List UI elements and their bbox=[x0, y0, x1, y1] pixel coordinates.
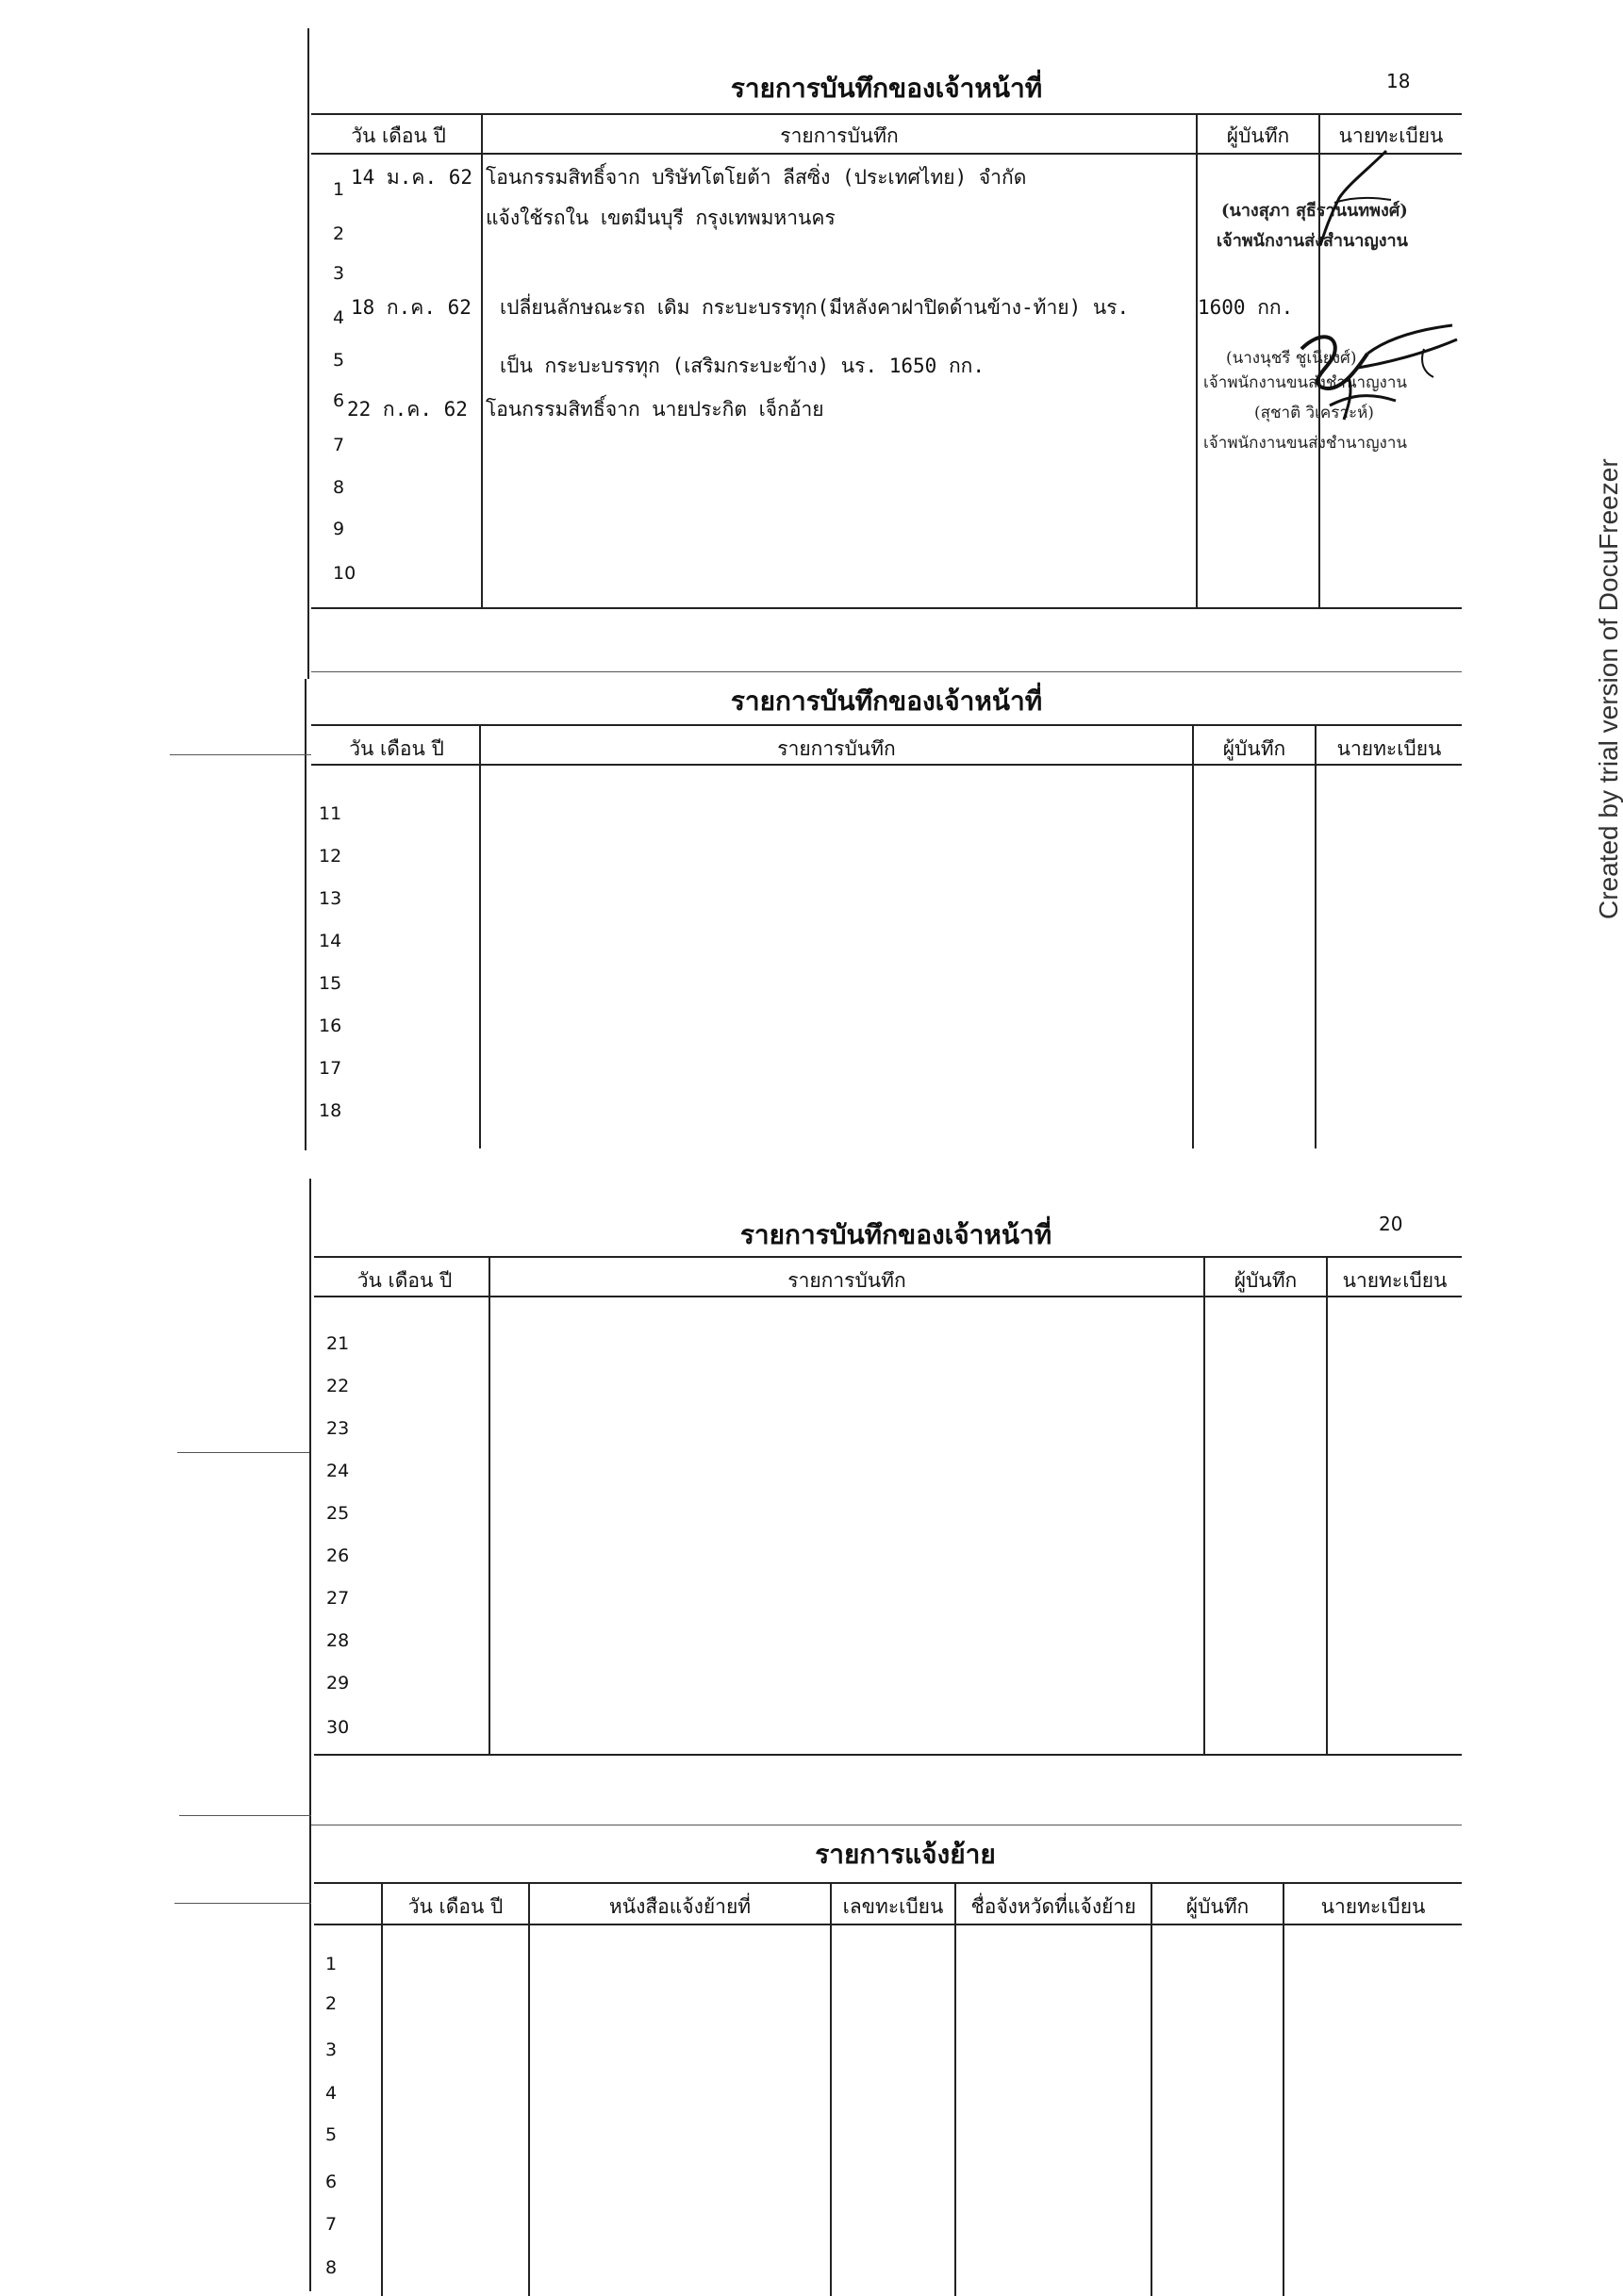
section-4-col-divider-1 bbox=[381, 1882, 383, 2296]
section-1-header-recorder: ผู้บันทึก bbox=[1226, 124, 1290, 147]
entry-1-date: 14 ม.ค. 62 bbox=[351, 166, 473, 189]
recorder-stamp-1-name: (นางสุภา สุธีรานนทพงศ์) bbox=[1221, 201, 1408, 221]
recorder-stamp-2-title: เจ้าพนักงานขนส่งชำนาญงาน bbox=[1203, 373, 1408, 392]
section-3-row-number: 25 bbox=[326, 1503, 350, 1524]
recorder-stamp-3-title: เจ้าพนักงานขนส่งชำนาญงาน bbox=[1203, 434, 1408, 453]
section-3-top-border bbox=[314, 1256, 1462, 1258]
section-3-row-number: 30 bbox=[326, 1717, 350, 1738]
section-4-col-divider-5 bbox=[1151, 1882, 1152, 2296]
section-3-title: รายการบันทึกของเจ้าหน้าที่ bbox=[739, 1219, 1052, 1250]
section-1-col-divider-2 bbox=[1196, 113, 1198, 608]
scan-left-edge-lower bbox=[309, 1179, 311, 1858]
section-2-row-number: 15 bbox=[319, 973, 342, 994]
scan-left-edge-bottom bbox=[309, 1848, 311, 2291]
section-3-row-number: 21 bbox=[326, 1333, 350, 1354]
section-4-col-divider-2 bbox=[528, 1882, 530, 2296]
section-3-row-number: 26 bbox=[326, 1545, 350, 1566]
section-1-header-bottom bbox=[311, 153, 1462, 155]
entry-3-line-1: โอนกรรมสิทธิ์จาก นายประกิต เจ็กอ้าย bbox=[486, 398, 824, 421]
section-1-row-number: 1 bbox=[333, 179, 345, 200]
section-3-header-date: วัน เดือน ปี bbox=[356, 1269, 453, 1292]
section-2-row-number: 16 bbox=[319, 1016, 342, 1036]
section-4-title: รายการแจ้งย้าย bbox=[815, 1839, 996, 1870]
section-4-row-number: 3 bbox=[325, 2040, 338, 2060]
section-2-header-entry: รายการบันทึก bbox=[777, 737, 896, 760]
section-4-header-notice: หนังสือแจ้งย้ายที่ bbox=[608, 1895, 752, 1918]
section-3-row-number: 28 bbox=[326, 1630, 350, 1651]
section-1-row-number: 10 bbox=[333, 563, 356, 584]
section-4-row-number: 4 bbox=[325, 2083, 338, 2104]
section-1-row-number: 8 bbox=[333, 477, 345, 498]
scan-mark-2 bbox=[179, 1815, 311, 1816]
recorder-stamp-3-name: (สุชาติ วิเคราะห์) bbox=[1254, 404, 1374, 422]
section-3-row-number: 27 bbox=[326, 1588, 350, 1609]
section-3-row-number: 22 bbox=[326, 1376, 350, 1396]
watermark-text: Created by trial version of DocuFreezer bbox=[1594, 458, 1623, 919]
section-1-header-registrar: นายทะเบียน bbox=[1338, 124, 1444, 147]
section-2-row-number: 11 bbox=[319, 803, 342, 824]
section-2-col-divider-3 bbox=[1315, 724, 1317, 1148]
section-1-col-divider-1 bbox=[481, 113, 483, 608]
section-1-row-number: 9 bbox=[333, 519, 345, 539]
section-1-row-number: 7 bbox=[333, 435, 345, 455]
section-2-row-number: 18 bbox=[319, 1100, 342, 1121]
section-3-col-divider-2 bbox=[1203, 1256, 1205, 1755]
section-3-row-number: 24 bbox=[326, 1461, 350, 1481]
signature-2-image bbox=[1292, 311, 1462, 434]
section-3-header-recorder: ผู้บันทึก bbox=[1234, 1269, 1298, 1292]
section-4-col-divider-4 bbox=[954, 1882, 956, 2296]
section-4-col-divider-3 bbox=[830, 1882, 832, 2296]
section-2-row-number: 12 bbox=[319, 846, 342, 867]
scan-mark-3 bbox=[174, 1903, 311, 1904]
section-1-row-number: 2 bbox=[333, 223, 345, 244]
section-1-header-date: วัน เดือน ปี bbox=[351, 124, 446, 147]
section-4-header-recorder: ผู้บันทึก bbox=[1185, 1895, 1250, 1918]
section-3-row-number: 29 bbox=[326, 1673, 350, 1693]
entry-1-line-1: โอนกรรมสิทธิ์จาก บริษัทโตโยต้า ลีสซิ่ง (ประเทศไทย) จำกัด bbox=[486, 166, 1027, 189]
section-1-top-border bbox=[311, 113, 1462, 115]
scan-left-edge-mid bbox=[305, 679, 306, 1150]
section-2-row-number: 14 bbox=[319, 931, 342, 951]
section-4-col-divider-6 bbox=[1283, 1882, 1284, 2296]
section-1-title: รายการบันทึกของเจ้าหน้าที่ bbox=[730, 73, 1043, 104]
section-3-page-number: 20 bbox=[1379, 1213, 1403, 1235]
section-3-col-divider-1 bbox=[489, 1256, 490, 1755]
entry-3-date: 22 ก.ค. 62 bbox=[347, 398, 468, 421]
section-2-row-number: 17 bbox=[319, 1058, 342, 1079]
recorder-stamp-1-title: เจ้าพนักงานส่งสำนาญงาน bbox=[1217, 231, 1408, 251]
section-2-header-date: วัน เดือน ปี bbox=[349, 737, 444, 760]
section-3-header-registrar: นายทะเบียน bbox=[1342, 1269, 1448, 1292]
section-3-col-divider-3 bbox=[1326, 1256, 1328, 1755]
scan-left-edge-top bbox=[307, 28, 309, 679]
scan-mark-4 bbox=[177, 1452, 309, 1453]
section-4-header-registrar: นายทะเบียน bbox=[1320, 1895, 1426, 1918]
section-2-scan-rule bbox=[311, 671, 1462, 672]
section-4-row-number: 6 bbox=[325, 2172, 338, 2192]
section-4-header-bottom bbox=[314, 1924, 1462, 1925]
scan-mark-1 bbox=[170, 754, 311, 755]
section-1-page-number: 18 bbox=[1386, 70, 1411, 92]
entry-1-line-2: แจ้งใช้รถใน เขตมีนบุรี กรุงเทพมหานคร bbox=[486, 206, 836, 229]
section-3-bottom-border bbox=[314, 1754, 1462, 1756]
section-4-top-border bbox=[314, 1882, 1462, 1884]
section-1-row-number: 6 bbox=[333, 390, 345, 411]
section-2-row-number: 13 bbox=[319, 888, 342, 909]
section-2-col-divider-1 bbox=[479, 724, 481, 1148]
section-2-col-divider-2 bbox=[1192, 724, 1194, 1148]
entry-2-line-2: เป็น กระบะบรรทุก (เสริมกระบะข้าง) นร. 1650 กก. bbox=[500, 355, 985, 377]
signature-1-image bbox=[1301, 141, 1452, 255]
section-4-row-number: 7 bbox=[325, 2214, 338, 2235]
section-4-row-number: 8 bbox=[325, 2257, 338, 2278]
section-4-row-number: 2 bbox=[325, 1993, 338, 2014]
section-1-row-number: 4 bbox=[333, 307, 345, 328]
entry-2-line-1: เปลี่ยนลักษณะรถ เดิม กระบะบรรทุก(มีหลังคาฝาปิดด้านข้าง-ท้าย) นร. bbox=[500, 296, 1130, 319]
section-3-header-entry: รายการบันทึก bbox=[787, 1269, 906, 1292]
section-4-row-number: 1 bbox=[325, 1954, 338, 1974]
entry-2-date: 18 ก.ค. 62 bbox=[351, 296, 472, 319]
section-2-top-border bbox=[311, 724, 1462, 726]
section-1-row-number: 3 bbox=[333, 263, 345, 284]
section-2-header-registrar: นายทะเบียน bbox=[1336, 737, 1442, 760]
section-4-header-date: วัน เดือน ปี bbox=[407, 1895, 504, 1918]
section-1-header-entry: รายการบันทึก bbox=[780, 124, 899, 147]
entry-2-weight: 1600 กก. bbox=[1198, 296, 1294, 319]
recorder-stamp-2-name: (นางนุชรี ชูเนียงศ์) bbox=[1226, 349, 1357, 368]
section-4-header-plate: เลขทะเบียน bbox=[842, 1895, 944, 1918]
section-3-row-number: 23 bbox=[326, 1418, 350, 1439]
section-4-header-province: ชื่อจังหวัดที่แจ้งย้าย bbox=[970, 1895, 1136, 1918]
section-1-row-number: 5 bbox=[333, 350, 345, 371]
section-2-header-recorder: ผู้บันทึก bbox=[1222, 737, 1286, 760]
section-2-title: รายการบันทึกของเจ้าหน้าที่ bbox=[730, 685, 1043, 717]
section-4-row-number: 5 bbox=[325, 2124, 338, 2145]
section-1-bottom-border bbox=[311, 607, 1462, 609]
